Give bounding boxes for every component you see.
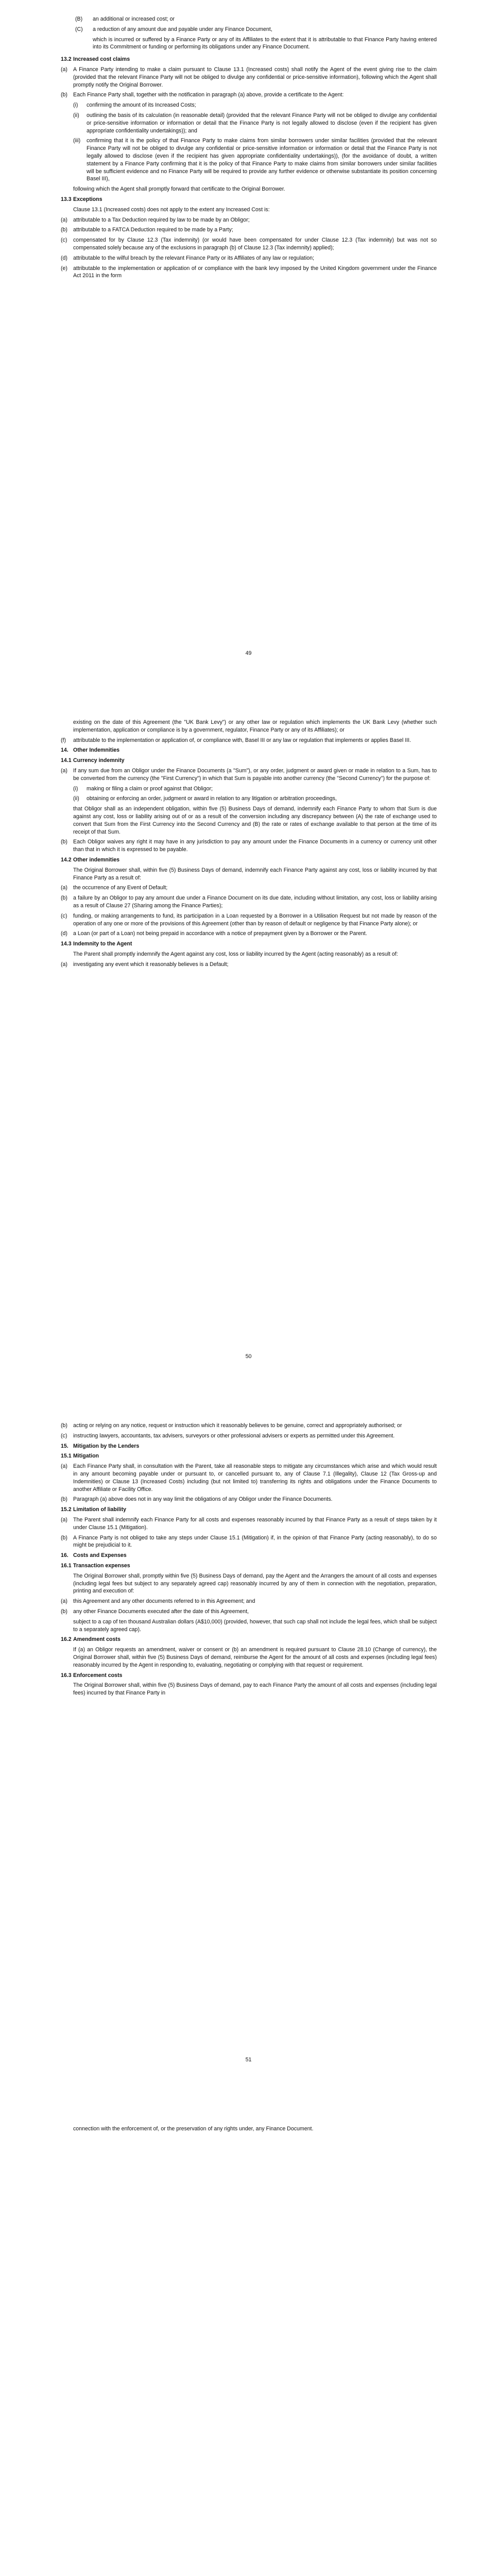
clause-title: Transaction expenses [73, 1562, 130, 1569]
item-text: a reduction of any amount due and payable under any Finance Document, [93, 26, 272, 32]
item-number: (a) [61, 1598, 67, 1605]
list-item [61, 26, 437, 33]
item-text: outlining the basis of its calculation (in reasonable detail) (provided that the relevant Finance Party will not be obliged to divulge any confidential or price-sensitive information or information or detail that the Finance Party is not legally allowed to disclose (even if the recipient has given appropriate confidentiality undertakings)); and [87, 112, 437, 134]
paragraph-text: The Original Borrower shall, within five (5) Business Days of demand, indemnify each Finance Party against any cost, loss or liability incurred by that Finance Party as a result of: [73, 867, 437, 881]
clause-number: 15.1 [61, 1453, 72, 1460]
item-number: (c) [61, 912, 67, 919]
item-text: Each Finance Party shall, in consultation with the Parent, take all reasonable steps to mitigate any circumstances which arise and which would result in any amount becoming payable under or pursuant to, or cancelled pursuant to, any of Clause 7.1 (Illegality), Clause 12 (Tax Gross-up and Indemnities) or Clause 13 (Increased Costs) including (but not limited to) transferring its rights and obligations under the Finance Documents to another Affiliate or Facility Office. [73, 1463, 437, 1493]
clause-heading [61, 1636, 437, 1643]
item-number: (b) [61, 92, 67, 98]
paragraph-text: The Original Borrower shall, within five (5) Business Days of demand, pay to each Finance Party the amount of all costs and expenses (including legal fees) incurred by that Finance Party in [73, 1682, 437, 1697]
item-text: any other Finance Documents executed after the date of this Agreement, [73, 1608, 249, 1615]
list-item [61, 112, 437, 134]
clause-heading [61, 1672, 437, 1680]
list-item [61, 737, 437, 744]
item-number: (a) [61, 961, 67, 968]
clause-heading [61, 1452, 437, 1460]
list-item [61, 838, 437, 854]
section-heading [61, 1443, 437, 1450]
section-title: Costs and Expenses [73, 1552, 127, 1559]
paragraph-text: Clause 13.1 (Increased costs) does not apply to the extent any Increased Cost is: [73, 206, 270, 213]
paragraph [61, 1618, 437, 1634]
clause-number: 13.2 [61, 56, 72, 63]
page-number: 49 [245, 650, 252, 656]
clause-title: Indemnity to the Agent [73, 941, 132, 947]
clause-heading [61, 1562, 437, 1570]
paragraph-text: existing on the date of this Agreement (the "UK Bank Levy") or any other law or regulation which implements the UK Bank Levy (whether such implementation, application or compliance is by a government, regulator, Finance Party or any of its Affiliates); or [73, 719, 437, 733]
paragraph [61, 1572, 437, 1595]
item-text: this Agreement and any other documents referred to in this Agreement; and [73, 1598, 255, 1605]
clause-heading [61, 940, 437, 948]
section-title: Other Indemnities [73, 747, 120, 754]
paragraph [61, 719, 437, 734]
clause-number: 14.3 [61, 941, 72, 947]
list-item [61, 226, 437, 234]
clause-number: 16.1 [61, 1562, 72, 1569]
clause-title: Exceptions [73, 196, 102, 202]
list-item [61, 930, 437, 938]
document-page-49 [0, 0, 497, 703]
item-number: (i) [73, 785, 78, 792]
clause-title: Limitation of liability [73, 1506, 126, 1513]
item-number: (a) [61, 1463, 67, 1470]
clause-number: 14.2 [61, 856, 72, 863]
item-text: obtaining or enforcing an order, judgment or award in relation to any litigation or arbitration proceedings, [87, 795, 337, 802]
clause-heading [61, 1506, 437, 1514]
item-text: attributable to a Tax Deduction required by law to be made by an Obligor; [73, 216, 250, 223]
item-text: Each Finance Party shall, together with the notification in paragraph (a) above, provide a certificate to the Agent: [73, 92, 344, 98]
item-text: a failure by an Obligor to pay any amount due under a Finance Document on its due date, including without limitation, any cost, loss or liability arising as a result of Clause 27 (Sharing among the Finance Parties); [73, 895, 437, 909]
list-item [61, 884, 437, 892]
page-text-block [61, 2125, 437, 2136]
page-text-block [61, 15, 437, 282]
item-text: Each Obligor waives any right it may have in any jurisdiction to pay any amount under the Finance Documents in a currency or currency unit other than that in which it is expressed to be payable. [73, 839, 437, 853]
page-number: 51 [245, 2057, 252, 2063]
item-number: (f) [61, 737, 66, 743]
section-heading [61, 747, 437, 754]
item-text: investigating any event which it reasonably believes is a Default; [73, 961, 229, 968]
list-item [61, 785, 437, 793]
list-item [61, 1598, 437, 1605]
item-number: (a) [61, 1516, 67, 1523]
list-item [61, 216, 437, 224]
paragraph-text: subject to a cap of ten thousand Australian dollars (A$10,000) (provided, however, that such cap shall not include the legal fees, which shall be subject to a separately agreed cap). [73, 1618, 437, 1633]
item-number: (b) [61, 227, 67, 233]
section-number: 16. [61, 1552, 68, 1559]
item-number: (b) [61, 895, 67, 902]
item-number: (d) [61, 930, 67, 937]
item-number: (a) [61, 885, 67, 891]
section-number: 14. [61, 747, 68, 754]
clause-heading [61, 56, 437, 63]
item-text: acting or relying on any notice, request or instruction which it reasonably believes to be genuine, correct and appropriately authorised; or [73, 1422, 402, 1429]
clause-number: 13.3 [61, 196, 72, 202]
paragraph [61, 1646, 437, 1669]
paragraph-text: If (a) an Obligor requests an amendment, waiver or consent or (b) an amendment is required pursuant to Clause 28.10 (Change of currency), the Original Borrower shall, within five (5) Business Days of demand, reimburse the Agent for the amount of all costs and expenses (including legal fees) reasonably incurred by the Agent in responding to, evaluating, negotiating or complying with that request or requirement. [73, 1647, 437, 1668]
paragraph [61, 1682, 437, 1697]
page-number: 50 [245, 1353, 252, 1360]
list-item [61, 767, 437, 783]
list-item [61, 795, 437, 803]
item-number: (c) [61, 237, 67, 244]
clause-title: Other indemnities [73, 856, 120, 863]
document-page-50 [0, 703, 497, 1406]
paragraph-text: that Obligor shall as an independent obligation, within five (5) Business Days of demand, indemnify each Finance Party to whom that Sum is due against any cost, loss or liability arising out of or as a result of the conversion including any discrepancy between (A) the rate of exchange used to convert that Sum from the First Currency into the Second Currency and (B) the rate or rates of exchange available to that person at the time of its receipt of that Sum. [73, 806, 437, 835]
paragraph-text: following which the Agent shall promptly forward that certificate to the Original Borrower. [73, 186, 285, 193]
item-number: (b) [61, 1422, 67, 1429]
section-title: Mitigation by the Lenders [73, 1443, 140, 1449]
document-page-51 [0, 1406, 497, 2110]
item-number: (a) [61, 66, 67, 73]
item-number: (b) [61, 1608, 67, 1615]
list-item [61, 137, 437, 183]
item-text: confirming the amount of its Increased Costs; [87, 102, 196, 109]
item-number: (b) [61, 1496, 67, 1503]
item-text: funding, or making arrangements to fund, its participation in a Loan requested by a Borrower in a Utilisation Request but not made by reason of the operation of any one or more of the provisions of this Agreement (other than by reason of default or negligence by that Finance Party alone); or [73, 912, 437, 927]
paragraph-text: The Original Borrower shall, promptly within five (5) Business Days of demand, pay the Agent and the Arrangers the amount of all costs and expenses (including legal fees but subject to any separately agreed cap) reasonably incurred by any of them in connection with the negotiation, preparation, printing and execution of: [73, 1572, 437, 1595]
paragraph [61, 36, 437, 52]
list-item [61, 1463, 437, 1493]
list-item [61, 1432, 437, 1440]
clause-heading [61, 856, 437, 864]
paragraph [61, 867, 437, 882]
item-text: Paragraph (a) above does not in any way limit the obligations of any Obligor under the Finance Documents. [73, 1496, 333, 1503]
list-item [61, 1534, 437, 1550]
item-text: attributable to a FATCA Deduction required to be made by a Party; [73, 227, 233, 233]
item-text: A Finance Party is not obliged to take any steps under Clause 15.1 (Mitigation) if, in the opinion of that Finance Party (acting reasonably), to do so might be prejudicial to it. [73, 1534, 437, 1549]
clause-heading [61, 196, 437, 204]
item-number: (a) [61, 767, 67, 774]
paragraph [61, 206, 437, 214]
item-text: the occurrence of any Event of Default; [73, 885, 168, 891]
paragraph-text: connection with the enforcement of, or the preservation of any rights under, any Finance Document. [73, 2126, 314, 2132]
page-text-block [61, 1422, 437, 1700]
item-text: attributable to the wilful breach by the relevant Finance Party or its Affiliates of any law or regulation; [73, 255, 314, 261]
paragraph [61, 951, 437, 958]
item-number: (a) [61, 216, 67, 223]
item-text: instructing lawyers, accountants, tax advisers, surveyors or other professional advisers or experts as permitted under this Agreement. [73, 1432, 395, 1439]
clause-number: 16.3 [61, 1672, 72, 1679]
list-item [61, 265, 437, 280]
item-text: If any sum due from an Obligor under the Finance Documents (a "Sum"), or any order, judgment or award given or made in relation to a Sum, has to be converted from the currency (the "First Currency") in which that Sum is payable into another currency (the "Second Currency") for the purpose of: [73, 767, 437, 782]
item-text: confirming that it is the policy of that Finance Party to make claims from similar borrowers under similar facilities (provided that the relevant Finance Party will not be obliged to divulge any confidential or price-sensitive information or information or detail that the Finance Party is not legally allowed to disclose (even if the recipient has given appropriate confidentiality undertakings)), (for the avoidance of doubt, a written statement by a Finance Party confirming that it is the policy of that Finance Party to make claims from similar borrowers under similar facilities will be sufficient evidence and no Finance Party will be required to provide any further evidence or otherwise substantiate its position concerning Basel III), [87, 138, 437, 182]
list-item [61, 1496, 437, 1503]
document-page-52 [0, 2110, 497, 2576]
paragraph [61, 2125, 437, 2133]
list-item [61, 236, 437, 252]
clause-title: Enforcement costs [73, 1672, 123, 1679]
paragraph [61, 805, 437, 836]
item-number: (d) [61, 255, 67, 261]
list-item [61, 15, 437, 23]
clause-heading [61, 757, 437, 765]
list-item [61, 101, 437, 109]
item-number: (C) [75, 26, 83, 32]
page-text-block [61, 719, 437, 971]
item-text: making or filing a claim or proof against that Obligor; [87, 785, 213, 792]
clause-number: 16.2 [61, 1636, 72, 1643]
section-heading [61, 1552, 437, 1560]
item-text: an additional or increased cost; or [93, 16, 175, 22]
item-text: attributable to the implementation or application of, or compliance with, Basel III or any law or regulation that implements or applies Basel III. [73, 737, 411, 743]
list-item [61, 894, 437, 910]
item-number: (e) [61, 265, 67, 272]
item-text: The Parent shall indemnify each Finance Party for all costs and expenses reasonably incurred by that Finance Party as a result of steps taken by it under Clause 15.1 (Mitigation). [73, 1516, 437, 1531]
item-number: (B) [75, 16, 83, 22]
list-item [61, 255, 437, 262]
clause-number: 14.1 [61, 757, 72, 764]
item-number: (c) [61, 1432, 67, 1439]
clause-title: Increased cost claims [73, 56, 130, 63]
item-number: (ii) [73, 795, 79, 802]
item-number: (b) [61, 1534, 67, 1541]
paragraph-text: The Parent shall promptly indemnify the Agent against any cost, loss or liability incurred by the Agent (acting reasonably) as a result of: [73, 951, 398, 957]
list-item [61, 1608, 437, 1616]
item-text: a Loan (or part of a Loan) not being prepaid in accordance with a notice of prepayment given by a Borrower or the Parent. [73, 930, 367, 937]
item-text: attributable to the implementation or application of or compliance with the bank levy imposed by the United Kingdom government under the Finance Act 2011 in the form [73, 265, 437, 279]
clause-title: Amendment costs [73, 1636, 121, 1643]
item-number: (i) [73, 102, 78, 109]
item-text: A Finance Party intending to make a claim pursuant to Clause 13.1 (Increased costs) shall notify the Agent of the event giving rise to the claim (provided that the relevant Finance Party will not be obliged to divulge any confidential or price-sensitive information), following which the Agent shall promptly notify the Original Borrower. [73, 66, 437, 88]
clause-number: 15.2 [61, 1506, 72, 1513]
item-text: compensated for by Clause 12.3 (Tax indemnity) (or would have been compensated for under Clause 12.3 (Tax indemnity) but was not so compensated solely because any of the exclusions in paragraph (b) of Clause 12.3 (Tax indemnity) applied); [73, 237, 437, 251]
item-number: (iii) [73, 138, 81, 144]
list-item [61, 1422, 437, 1430]
section-number: 15. [61, 1443, 68, 1449]
list-item [61, 1516, 437, 1532]
item-number: (ii) [73, 112, 79, 118]
paragraph-text: which is incurred or suffered by a Finance Party or any of its Affiliates to the extent that it is attributable to that Finance Party having entered into its Commitment or funding or performing its obligations under any Finance Document. [93, 36, 437, 50]
paragraph [61, 185, 437, 193]
list-item [61, 91, 437, 99]
list-item [61, 961, 437, 969]
list-item [61, 66, 437, 89]
item-number: (b) [61, 839, 67, 845]
clause-title: Mitigation [73, 1453, 99, 1460]
list-item [61, 912, 437, 928]
clause-title: Currency indemnity [73, 757, 125, 764]
